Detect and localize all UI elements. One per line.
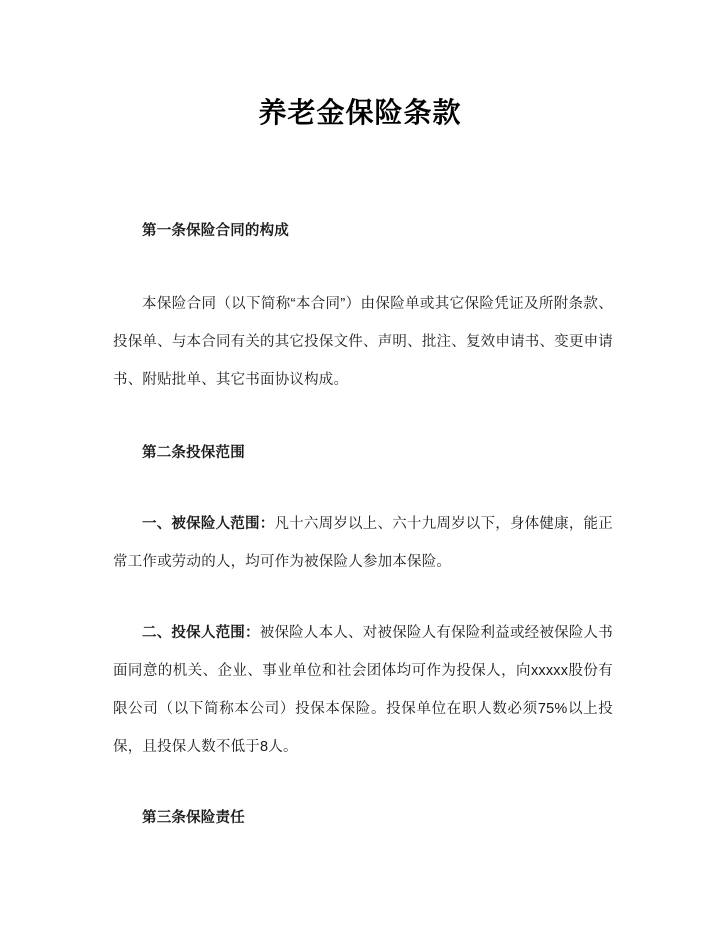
section-clause-3 — [113, 799, 613, 837]
clause-heading-1: 第一条保险合同的构成 — [142, 223, 289, 239]
section-clause-2 — [113, 434, 613, 766]
clause-2-paragraph-1 — [113, 505, 613, 581]
block-spacer — [113, 399, 613, 434]
clause-2-paragraph-2 — [113, 614, 613, 766]
clause-heading-2: 第二条投保范围 — [142, 445, 245, 461]
block-spacer — [113, 766, 613, 799]
clause-2-paragraph-1-text: 凡十六周岁以上、六十九周岁以下，身体健康，能正常工作或劳动的人，均可作为被保险人参加本保险。 — [113, 516, 613, 570]
clause-2-paragraph-1-lead: 一、被保险人范围： — [142, 516, 275, 532]
block-spacer — [113, 472, 613, 505]
section-clause-1 — [113, 212, 613, 399]
clause-2-paragraph-2-lead: 二、投保人范围： — [142, 625, 260, 641]
block-spacer — [113, 581, 613, 614]
clause-1-paragraph-1: 本保险合同（以下简称“本合同”）由保险单或其它保险凭证及所附条款、投保单、与本合同有关的其它投保文件、声明、批注、复效申请书、变更申请书、附贴批单、其它书面协议构成。 — [113, 296, 613, 388]
block-spacer — [113, 250, 613, 285]
clause-2-paragraph-2-text: 被保险人本人、对被保险人有保险利益或经被保险人书面同意的机关、企业、事业单位和社会团体均可作为投保人，向xxxxx股份有限公司（以下简称本公司）投保本保险。投保单位在职人数必须75%以上投保，且投保人数不低于8人。 — [113, 625, 613, 755]
clause-heading-3: 第三条保险责任 — [142, 810, 245, 826]
document-body — [113, 212, 613, 837]
page-title: 养老金保险条款 — [258, 97, 462, 129]
